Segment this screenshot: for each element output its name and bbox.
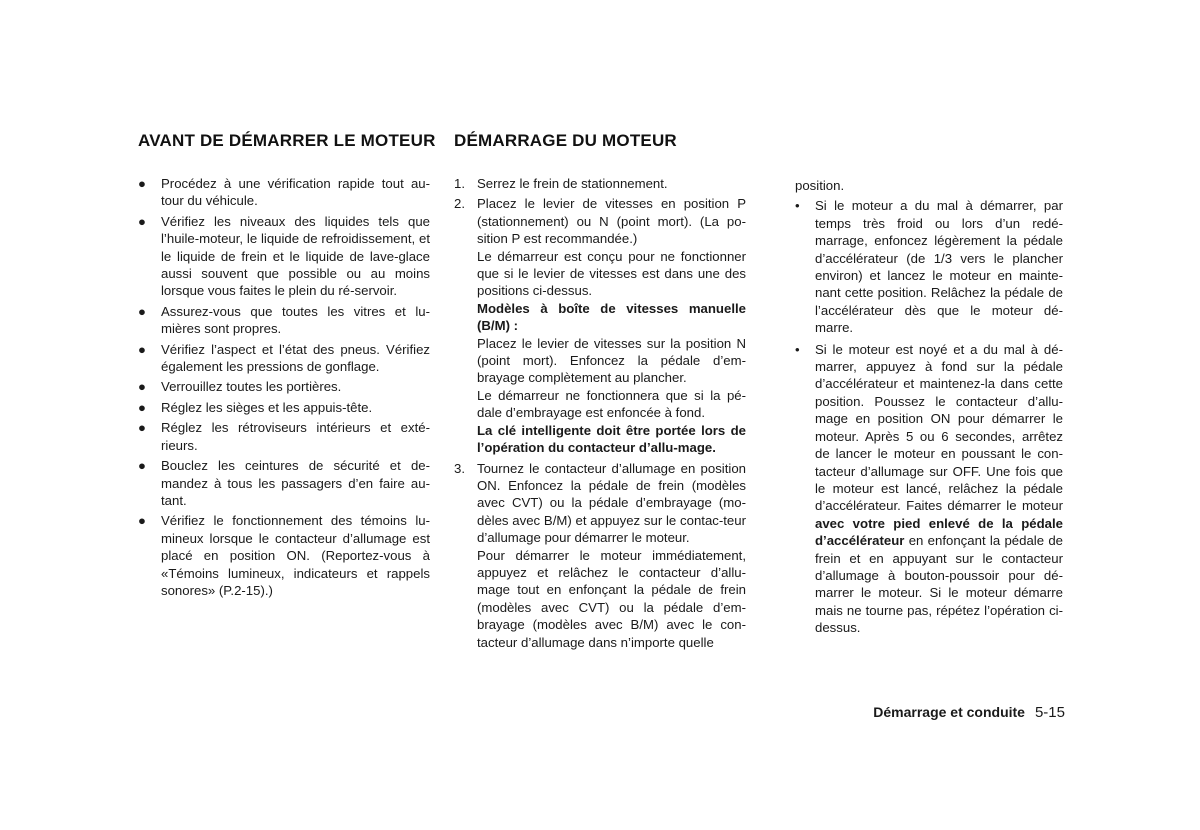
heading-starting-engine: DÉMARRAGE DU MOTEUR <box>454 131 677 150</box>
column-2 <box>454 175 746 654</box>
checklist <box>138 175 430 599</box>
list-item: • Si le moteur a du mal à démarrer, par temps très froid ou lors d’un redé-marrage, enfoncez légèrement la pédale d’accélérateur (de 1/3 vers le plancher environ) et lancez le moteur en mainte-nant cette position. Relâchez la pédale de l’accélérateur dès que le moteur dé-marre. <box>795 198 1063 336</box>
step-number: 3. <box>454 460 465 476</box>
list-item: ● Verrouillez toutes les portières. <box>138 379 342 395</box>
column-3 <box>795 177 1063 641</box>
list-item: ● Vérifiez les niveaux des liquides tels que l’huile-moteur, le liquide de refroidissement, et le liquide de frein et le liquide de lave-glace aussi souvent que possible ou au moins lorsque vous faites le plein du ré-servoir. <box>138 213 430 299</box>
step-number: 1. <box>454 176 465 191</box>
list-item: ● Assurez-vous que toutes les vitres et lu-mières sont propres. <box>138 303 430 337</box>
column-1 <box>138 175 430 602</box>
list-item: • Si le moteur est noyé et a du mal à dé-marrer, appuyez à fond sur la pédale d’accélérateur et maintenez-la dans cette position. Poussez le contacteur d’allu-mage en position ON pour démarrer le moteur. Après 5 ou 6 secondes, arrêtez de lancer le moteur en poussant le con-tacteur d’allumage sur OFF. Une fois que le moteur est lancé, relâchez la pédale d’accélérateur. Faites démarrer le moteur avec votre pied enlevé de la pédale d’accélérateur en enfonçant la pédale de frein et en appuyant sur le contacteur d’allumage à bouton-poussoir pour dé-marrer le moteur. Si le moteur démarre mais ne tourne pas, répétez l’opération ci-dessus. <box>795 341 1063 636</box>
steps-list <box>454 175 746 651</box>
list-item: ● Vérifiez l’aspect et l’état des pneus. Vérifiez également les pressions de gonflage. <box>138 341 430 375</box>
list-item: ● Réglez les sièges et les appuis-tête. <box>138 399 373 415</box>
intelligent-key-note: La clé intelligente doit être portée lors de l’opération du contacteur d’allu-mage. <box>477 422 746 456</box>
paragraph: Placez le levier de vitesses sur la position N (point mort). Enfoncez la pédale d’em-brayage complètement au plancher. <box>477 335 746 386</box>
step-1: 1. Serrez le frein de stationnement. <box>454 176 668 191</box>
heading-before-starting: AVANT DE DÉMARRER LE MOTEUR <box>138 131 436 150</box>
list-item: ● Procédez à une vérification rapide tout au-tour du véhicule. <box>138 176 430 209</box>
step-number: 2. <box>454 196 465 212</box>
page-footer <box>800 704 1065 721</box>
paragraph: Pour démarrer le moteur immédiatement, appuyez et relâchez le contacteur d’allu-mage tout en enfonçant la pédale de frein (modèles avec CVT) ou la pédale d’em-brayage (modèles avec B/M) avec le con-tacteur d’allumage dans n’importe quelle <box>477 547 746 650</box>
bullet-icon: ● <box>138 379 146 395</box>
bullet-icon: ● <box>138 399 146 415</box>
bullet-icon: ● <box>138 341 146 357</box>
paragraph: Le démarreur ne fonctionnera que si la pé-dale d’embrayage est enfoncée à fond. <box>477 387 746 421</box>
subheading-manual: Modèles à boîte de vitesses manuelle (B/M) : <box>477 300 746 334</box>
list-item: ● Réglez les rétroviseurs intérieurs et exté-rieurs. <box>138 420 430 453</box>
bullet-icon: ● <box>138 458 146 474</box>
bullet-icon: ● <box>138 513 146 529</box>
bullet-icon: ● <box>138 176 146 191</box>
continued-text: position. <box>795 178 845 193</box>
bullet-icon: ● <box>138 420 146 436</box>
bullet-icon: ● <box>138 303 146 319</box>
tips-list <box>795 197 1063 636</box>
page-number: 5-15 <box>1034 704 1065 721</box>
list-item: ● Bouclez les ceintures de sécurité et de-mandez à tous les passagers d’en faire au-tant. <box>138 458 430 508</box>
step-2: 2. Placez le levier de vitesses en position P (stationnement) ou N (point mort). (La po-sition P est recommandée.) Le démarreur est conçu pour ne fonctionner que si le levier de vitesses est dans une des positions ci-dessus. Modèles à boîte de vitesses manuelle (B/M) : Placez le levier de vitesses sur la position N (point mort). Enfoncez la pédale d’em-brayage complètement au plancher. Le démarreur ne fonctionnera que si la pé-dale d’embrayage est enfoncée à fond. La clé intelligente doit être portée lors de l’opération du contacteur d’allu-mage. <box>454 196 746 456</box>
paragraph: Le démarreur est conçu pour ne fonctionner que si le levier de vitesses est dans une des positions ci-dessus. <box>477 248 746 299</box>
section-title: Démarrage et conduite <box>873 704 1025 720</box>
list-item: ● Vérifiez le fonctionnement des témoins lu-mineux lorsque le contacteur d’allumage est placé en position ON. (Reportez-vous à «Témoins lumineux, indicateurs et rappels sonores» (P.2-15).) <box>138 513 430 598</box>
emphasis: avec votre pied enlevé de la pédale d’accélérateur <box>815 515 1063 549</box>
bullet-icon: ● <box>138 213 146 229</box>
bullet-icon: • <box>795 341 800 357</box>
bullet-icon: • <box>795 198 800 214</box>
step-3: 3. Tournez le contacteur d’allumage en position ON. Enfoncez la pédale de frein (modèles avec CVT) ou la pédale d’embrayage (mo-dèles avec B/M) et appuyez sur le contac-teur d’allumage pour démarrer le moteur. Pour démarrer le moteur immédiatement, appuyez et relâchez le contacteur d’allu-mage tout en enfonçant la pédale de frein (modèles avec CVT) ou la pédale d’em-brayage (modèles avec B/M) avec le con-tacteur d’allumage dans n’importe quelle <box>454 460 746 650</box>
